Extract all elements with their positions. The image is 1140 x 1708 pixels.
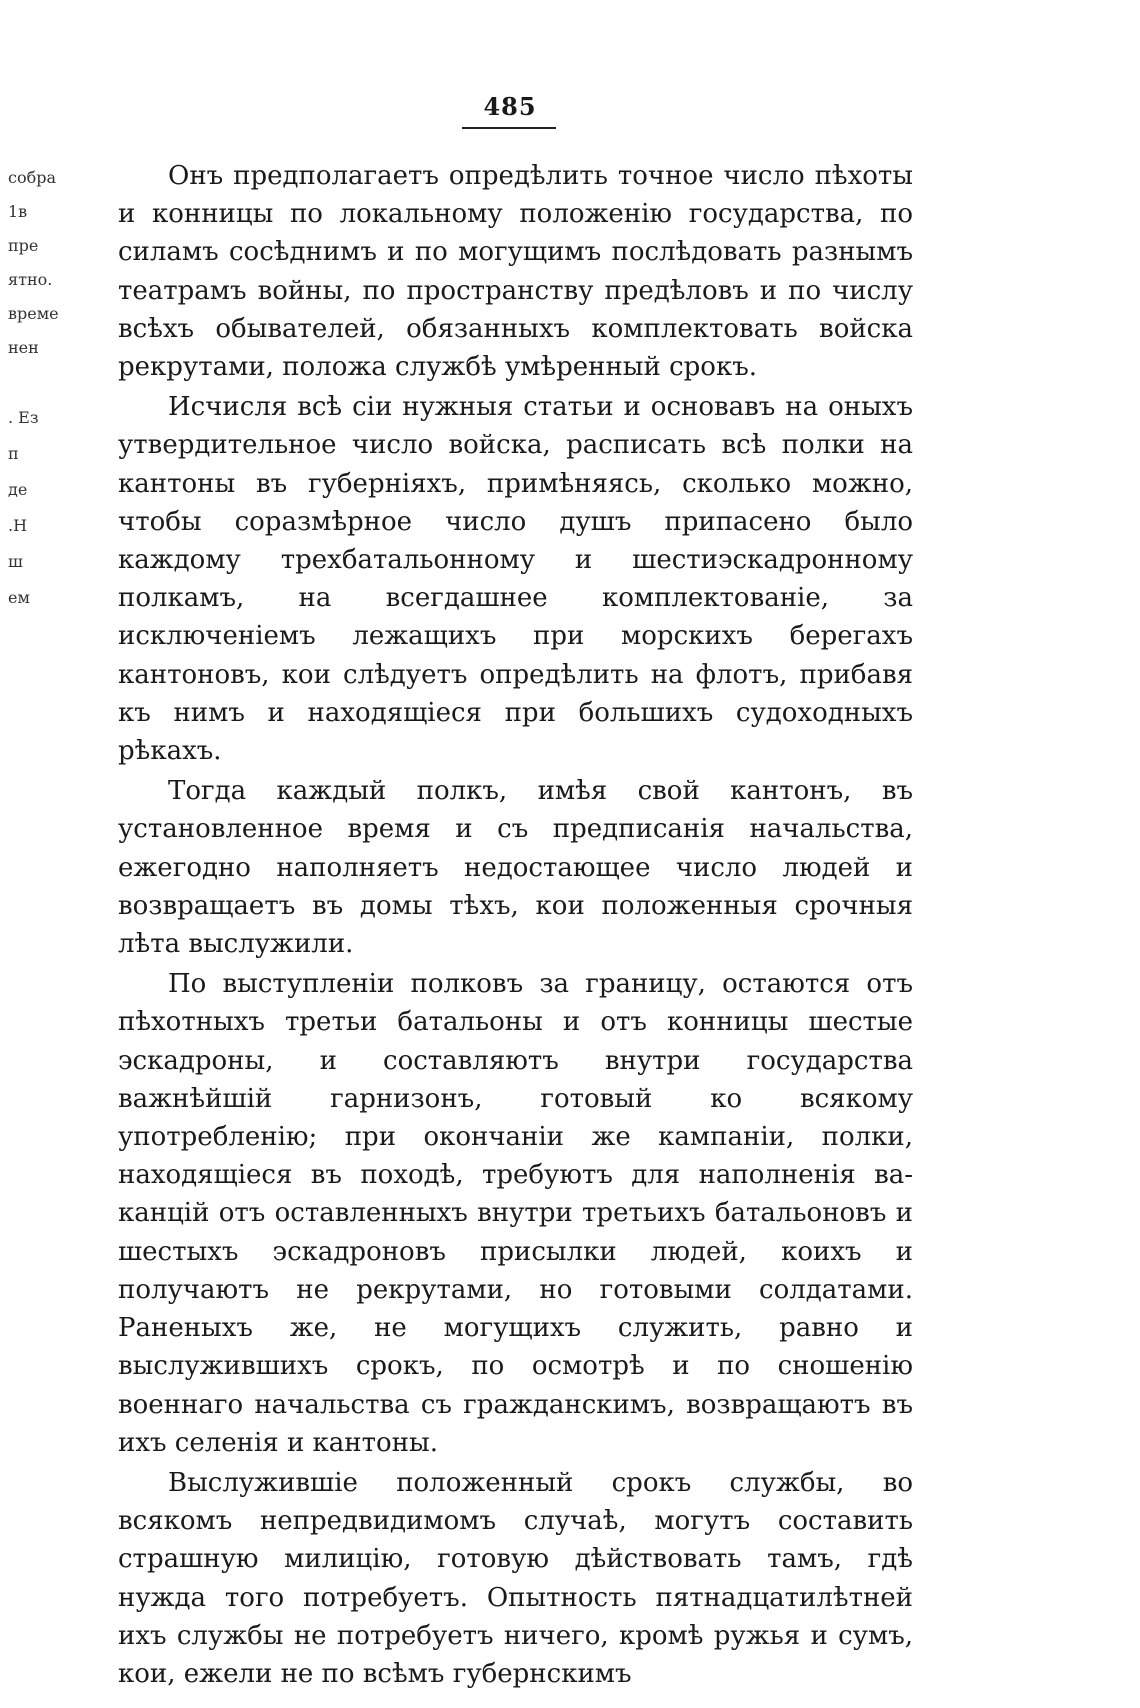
margin-fragment: ем	[8, 588, 30, 607]
margin-fragment: пре	[8, 236, 39, 255]
margin-fragment: де	[8, 480, 28, 499]
margin-fragment: собра	[8, 168, 57, 187]
paragraph: По выступленіи полковъ за границу, остаются отъ пѣхотныхъ третьи батальоны и отъ конницы шестые эскадроны, и составляютъ внутри государства важнѣйшій гарнизонъ, готовый ко всякому употребленію; при окончаніи же кампаніи, полки, находящіеся въ походѣ, требуютъ для наполненія ваканцій отъ оставленныхъ внутри третьихъ батальоновъ и шестыхъ эскадроновъ присылки людей, коихъ и получаютъ не рекрутами, но готовыми солдатами. Раненыхъ же, не могущихъ служить, равно и выслужившихъ срокъ, по осмотрѣ и по сношенію военнаго начальства съ гражданскимъ, возвращаютъ въ ихъ селенія и кантоны.	[118, 969, 913, 1458]
paragraph: Исчисля всѣ сіи нужныя статьи и основавъ на оныхъ утвердительное число войска, расписать всѣ полки на кантоны въ губерніяхъ, примѣняясь, сколько можно, чтобы соразмѣрное число душъ припасено было каждому трехбатальонному и шестиэскадронному полкамъ, на всегдашнее комплектованіе, за исключеніемъ лежащихъ при морскихъ берегахъ кантоновъ, кои слѣдуетъ опредѣлить на флотъ, прибавя къ нимъ и находящіеся при большихъ судоходныхъ рѣкахъ.	[118, 392, 913, 767]
paragraph: Выслужившіе положенный срокъ службы, во всякомъ непредвидимомъ случаѣ, могутъ составить страшную милицію, готовую дѣйствовать тамъ, гдѣ нужда того потребуетъ. Опытность пятнадцатилѣтней ихъ службы не потребуетъ ничего, кромѣ ружья и сумъ, кои, ежели не по всѣмъ губернскимъ	[118, 1467, 913, 1689]
margin-fragment: п	[8, 444, 19, 463]
margin-fragment: време	[8, 304, 59, 323]
body-text	[118, 157, 913, 1695]
page-number: 485	[483, 92, 537, 121]
margin-fragment: нен	[8, 338, 39, 357]
facing-page-margin-fragments	[8, 168, 78, 624]
margin-fragment: ш	[8, 552, 23, 571]
margin-fragment: .Н	[8, 516, 28, 535]
margin-fragment: ятно.	[8, 270, 53, 289]
paragraph: Онъ предполагаетъ опредѣлить точное число пѣхоты и конницы по локальному положенію государства, по силамъ сосѣднимъ и по могущимъ послѣдовать разнымъ театрамъ войны, по пространству предѣловъ и по числу всѣхъ обывателей, обязанныхъ комплектовать войска рекрутами, положа службѣ умѣренный срокъ.	[118, 161, 913, 383]
paragraph: Тогда каждый полкъ, имѣя свой кантонъ, въ установленное время и съ предписанія начальства, ежегодно наполняетъ недостающее число людей и возвращаетъ въ домы тѣхъ, кои положенныя срочныя лѣта выслужили.	[118, 776, 913, 960]
margin-fragment: 1в	[8, 202, 28, 221]
margin-fragment: . Ез	[8, 408, 39, 427]
page-number-rule	[462, 127, 556, 129]
